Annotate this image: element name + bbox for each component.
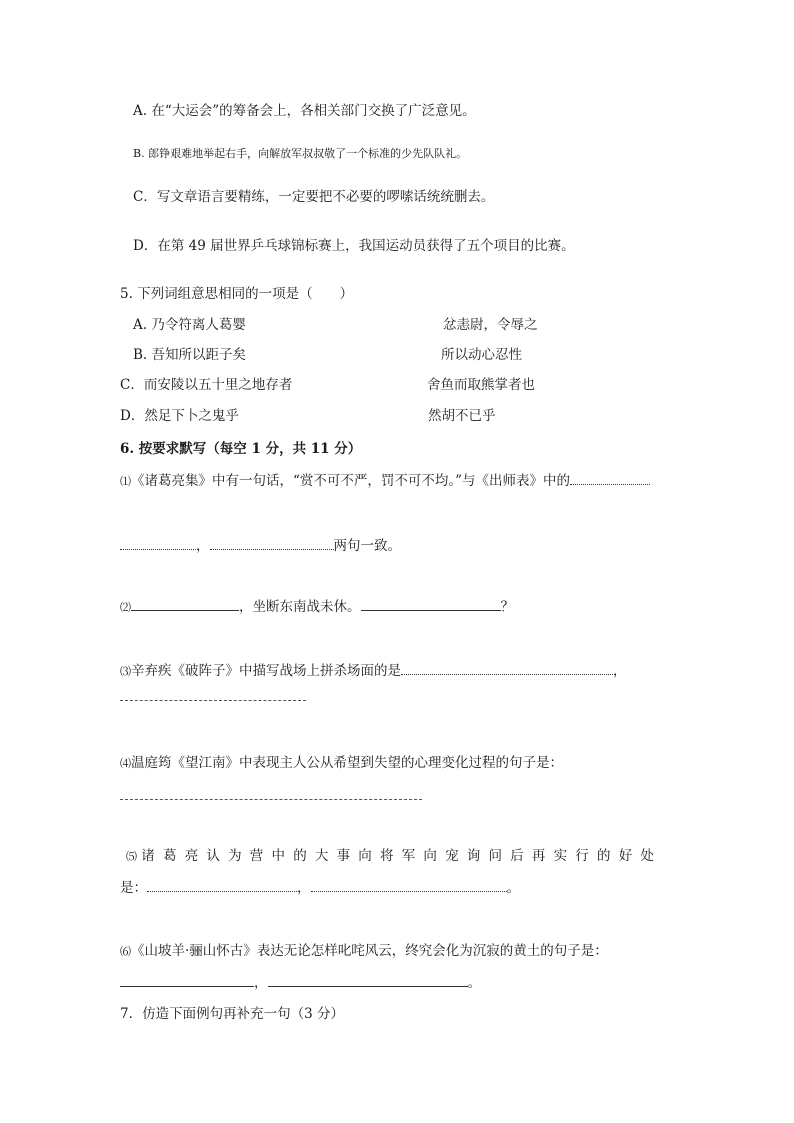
q4-option-b: B. 郎铮艰难地举起右手，向解放军叔叔敬了一个标准的少先队队礼。 bbox=[133, 147, 468, 160]
q6-part-6-label: ⑹ bbox=[120, 945, 131, 958]
q6-part-2-label: ⑵ bbox=[120, 601, 131, 614]
q6-part-3-blank-a[interactable] bbox=[401, 662, 613, 675]
q6-part-2-mid: ，坐断东南战未休。 bbox=[239, 599, 361, 615]
q6-part-1-comma: ， bbox=[196, 538, 210, 554]
q6-part-2-blank-a[interactable] bbox=[131, 598, 239, 611]
q6-part-5-cont bbox=[120, 878, 520, 898]
q6-stem: 6. 按要求默写（每空 1 分，共 11 分） bbox=[120, 441, 362, 457]
q6-part-6-text: 《山坡羊·骊山怀古》表达无论怎样叱咤风云，终究会化为沉寂的黄土的句子是： bbox=[131, 943, 608, 959]
q6-part-5-comma: ， bbox=[297, 880, 311, 896]
q6-part-5-label: ⑸ bbox=[126, 850, 137, 863]
q6-part-1-blank-a[interactable] bbox=[570, 472, 650, 485]
q6-part-1-blank-c[interactable] bbox=[210, 537, 334, 550]
q4-option-a: A. 在“大运会”的筹备会上，各相关部门交换了广泛意见。 bbox=[133, 103, 476, 119]
q6-part-1-text: 《诸葛亮集》中有一句话，“赏不可不严，罚不可不均。”与《出师表》中的 bbox=[131, 473, 571, 489]
q6-part-3-label: ⑶ bbox=[120, 665, 131, 678]
q7-stem: 7．仿造下面例句再补充一句（3 分） bbox=[120, 1006, 344, 1022]
q5-option-b-left: B. 吾知所以距子矣 bbox=[133, 347, 247, 363]
q5-option-c-right: 舍鱼而取熊掌者也 bbox=[427, 377, 535, 393]
q6-part-1-cont bbox=[120, 536, 401, 556]
q5-option-a-left: A. 乃令符离人葛婴 bbox=[133, 317, 246, 333]
q5-option-c-left: C．而安陵以五十里之地存者 bbox=[120, 377, 293, 393]
q6-part-4-label: ⑷ bbox=[120, 757, 131, 770]
q6-part-5 bbox=[126, 846, 662, 867]
q6-part-6-blank-a[interactable] bbox=[120, 974, 254, 987]
q6-part-5-is: 是： bbox=[120, 880, 147, 896]
q6-part-1 bbox=[120, 471, 650, 492]
q4-option-d: D．在第 49 届世界乒乓球锦标赛上，我国运动员获得了五个项目的比赛。 bbox=[133, 238, 575, 254]
q6-part-2-end: ？ bbox=[500, 599, 514, 615]
q6-part-3-blank-b[interactable] bbox=[120, 700, 306, 701]
q6-part-3-comma: ， bbox=[613, 663, 627, 679]
q6-part-1-end: 两句一致。 bbox=[333, 538, 401, 554]
q5-stem: 5. 下列词组意思相同的一项是（ ） bbox=[120, 286, 354, 302]
q6-part-3-text: 辛弃疾《破阵子》中描写战场上拼杀场面的是 bbox=[131, 663, 401, 679]
q6-part-2 bbox=[120, 597, 514, 618]
q6-part-4-text: 温庭筠《望江南》中表现主人公从希望到失望的心理变化过程的句子是： bbox=[131, 755, 563, 771]
q6-part-1-blank-b[interactable] bbox=[120, 537, 196, 550]
q5-option-b-right: 所以动心忍性 bbox=[441, 347, 522, 363]
q5-option-a-right: 忿恚尉，令辱之 bbox=[443, 317, 538, 333]
q5-option-d-left: D．然足下卜之鬼乎 bbox=[120, 408, 239, 424]
q6-part-6-comma: ， bbox=[254, 975, 268, 991]
q4-option-c: C．写文章语言要精练，一定要把不必要的啰嗦话统统删去。 bbox=[133, 189, 495, 205]
q5-option-d-right: 然胡不已乎 bbox=[428, 408, 496, 424]
q6-part-6-end: 。 bbox=[467, 975, 481, 991]
q6-part-3 bbox=[120, 661, 627, 682]
q6-part-6 bbox=[120, 941, 608, 962]
q6-part-6-blank-b[interactable] bbox=[268, 974, 468, 987]
q6-part-5-blank-a[interactable] bbox=[147, 879, 297, 892]
q6-part-4 bbox=[120, 753, 563, 774]
q6-part-5-end: 。 bbox=[506, 880, 520, 896]
q6-part-4-blank[interactable] bbox=[120, 799, 422, 800]
q6-part-6-cont bbox=[120, 973, 481, 993]
q6-part-5-text: 诸葛亮认为营中的大事向将军向宠询问后再实行的好处 bbox=[141, 848, 663, 864]
q6-part-2-blank-b[interactable] bbox=[361, 598, 501, 611]
q6-part-5-blank-b[interactable] bbox=[311, 879, 507, 892]
q6-part-1-label: ⑴ bbox=[120, 475, 131, 488]
